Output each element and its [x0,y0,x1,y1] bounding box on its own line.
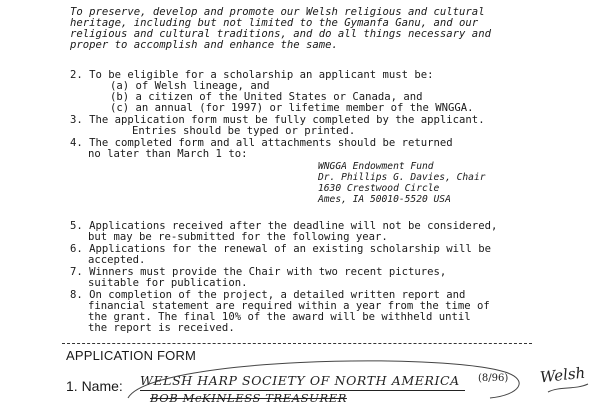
date-mark: (8/96) [478,373,509,384]
intro-line-2: heritage, including but not limited to the Gymanfa Ganu, and our [70,17,479,29]
application-form-title: APPLICATION FORM [66,348,197,363]
rule-line-6: Entries should be typed or printed. [132,125,356,137]
rule-line-16: financial statement are required within a year from the time of [88,300,490,312]
address-line-2: Dr. Phillips G. Davies, Chair [318,172,486,183]
intro-line-4: proper to accomplish and enhance the same. [70,39,338,51]
rule-line-3: (b) a citizen of the United States or Canada, and [110,91,423,103]
rule-line-9: 5. Applications received after the deadline will not be considered, [70,220,498,232]
rule-line-7: 4. The completed form and all attachments should be returned [70,137,453,149]
rule-line-2: (a) of Welsh lineage, and [110,80,270,92]
rule-line-8: no later than March 1 to: [88,148,248,160]
handwritten-second-line: BOB McKINLESS TREASURER [150,391,347,405]
rule-line-18: the report is received. [88,322,235,334]
rule-line-14: suitable for publication. [88,277,248,289]
rule-line-12: accepted. [88,254,146,266]
margin-handwritten-note: Welsh [539,363,587,387]
rule-line-4: (c) an annual (for 1997) or lifetime member of the WNGGA. [110,102,474,114]
address-line-1: WNGGA Endowment Fund [318,161,434,172]
rule-line-11: 6. Applications for the renewal of an existing scholarship will be [70,243,491,255]
rule-line-10: but may be re-submitted for the following year. [88,231,388,243]
rule-line-15: 8. On completion of the project, a detailed written report and [70,289,466,301]
name-handwritten-value: WELSH HARP SOCIETY OF NORTH AMERICA [140,373,460,388]
address-line-4: Ames, IA 50010-5520 USA [318,194,451,205]
address-line-3: 1630 Crestwood Circle [318,183,440,194]
rule-line-1: 2. To be eligible for a scholarship an applicant must be: [70,69,434,81]
rule-line-17: the grant. The final 10% of the award will be withheld until [88,311,471,323]
rule-line-13: 7. Winners must provide the Chair with two recent pictures, [70,266,447,278]
intro-line-3: religious and cultural traditions, and do all things necessary and [70,28,491,40]
name-label: 1. Name: [66,378,123,394]
intro-line-1: To preserve, develop and promote our Welsh religious and cultural [70,6,485,18]
rule-line-5: 3. The application form must be fully completed by the applicant. [70,114,485,126]
